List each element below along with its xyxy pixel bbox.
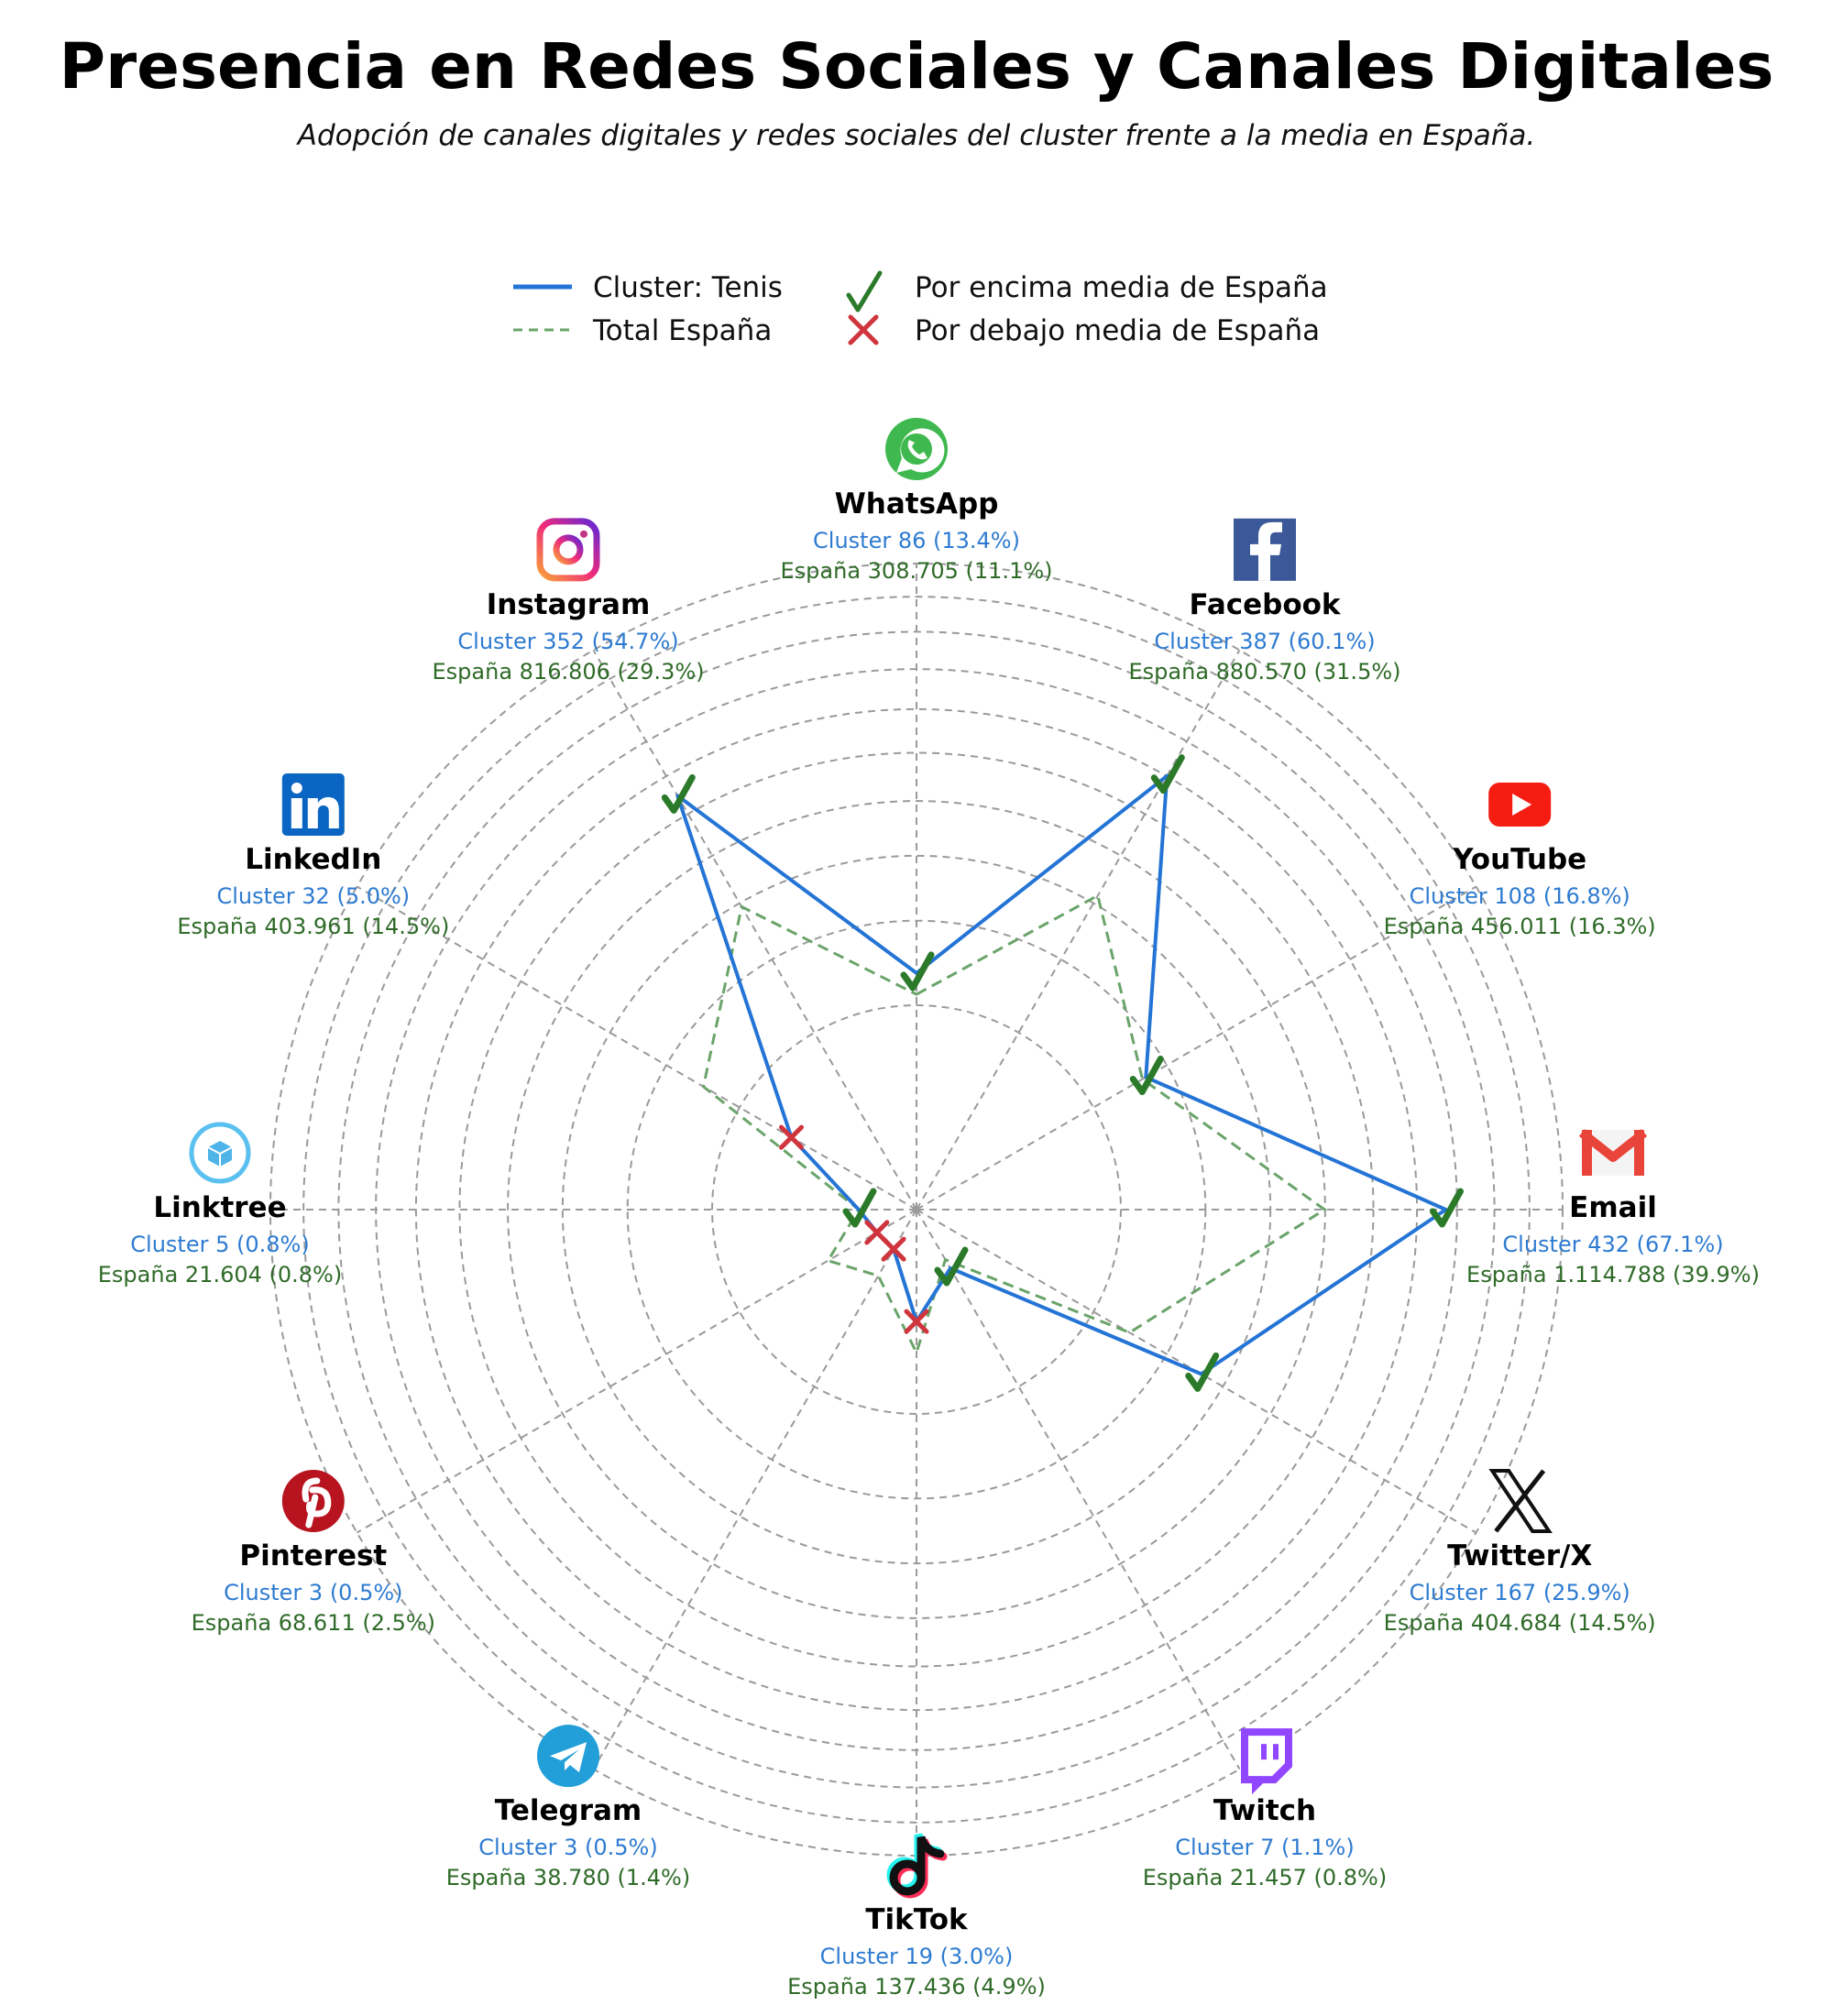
gmail-icon — [1582, 1130, 1644, 1176]
spain-value-label: España 403.961 (14.5%) — [177, 914, 450, 939]
cluster-value-label: Cluster 3 (0.5%) — [224, 1580, 403, 1605]
legend-above-icon — [849, 273, 880, 310]
category-name: Instagram — [486, 587, 651, 621]
telegram-icon — [537, 1725, 599, 1787]
cluster-value-label: Cluster 32 (5.0%) — [216, 883, 411, 909]
category-name: Pinterest — [239, 1539, 388, 1572]
legend — [513, 271, 1328, 347]
grid-spoke — [916, 650, 1240, 1210]
category-name: TikTok — [865, 1903, 968, 1936]
cluster-value-label: Cluster 7 (1.1%) — [1175, 1835, 1355, 1861]
category-label-group — [192, 1470, 435, 1636]
spain-value-label: España 21.604 (0.8%) — [97, 1262, 343, 1287]
facebook-icon — [1234, 519, 1296, 581]
twitch-icon — [1241, 1728, 1292, 1794]
chart-subtitle: Adopción de canales digitales y redes sociales del cluster frente a la media en España. — [297, 119, 1536, 152]
youtube-icon — [1488, 783, 1551, 827]
spain-value-label: España 404.684 (14.5%) — [1383, 1610, 1656, 1636]
legend-spain-label: Total España — [593, 314, 773, 347]
category-label-group — [433, 521, 705, 685]
cluster-value-label: Cluster 432 (67.1%) — [1502, 1232, 1724, 1257]
spain-value-label: España 38.780 (1.4%) — [445, 1865, 691, 1891]
grid-spoke — [916, 1210, 1240, 1769]
category-name: LinkedIn — [245, 843, 382, 876]
spain-value-label: España 308.705 (11.1%) — [780, 558, 1053, 584]
category-label-group — [781, 418, 1053, 584]
category-name: Email — [1569, 1191, 1657, 1224]
instagram-icon — [540, 521, 597, 578]
cluster-value-label: Cluster 3 (0.5%) — [478, 1835, 658, 1861]
cluster-value-label: Cluster 5 (0.8%) — [130, 1232, 310, 1257]
linkedin-icon — [282, 773, 345, 836]
grid-spoke — [594, 650, 917, 1210]
marker-above — [846, 1191, 873, 1224]
legend-above-label: Por encima media de España — [915, 271, 1328, 304]
series-spain — [704, 895, 1325, 1353]
legend-cluster-label: Cluster: Tenis — [593, 271, 783, 304]
legend-below-label: Por debajo media de España — [915, 314, 1321, 347]
pinterest-icon — [282, 1470, 345, 1532]
category-name: Facebook — [1189, 587, 1341, 621]
spain-value-label: España 880.570 (31.5%) — [1128, 658, 1401, 685]
radar-grid — [270, 564, 1563, 1856]
legend-below-icon — [851, 317, 876, 343]
cluster-value-label: Cluster 387 (60.1%) — [1154, 628, 1376, 654]
category-label-group — [98, 1124, 342, 1287]
tiktok-icon — [891, 1835, 943, 1894]
category-label-group — [446, 1725, 690, 1890]
category-name: WhatsApp — [834, 488, 999, 520]
cluster-value-label: Cluster 86 (13.4%) — [813, 528, 1020, 553]
cluster-value-label: Cluster 108 (16.8%) — [1409, 883, 1630, 909]
spain-value-label: España 137.436 (4.9%) — [787, 1974, 1046, 2000]
marker-below — [867, 1222, 887, 1243]
cluster-value-label: Cluster 167 (25.9%) — [1409, 1580, 1630, 1605]
category-label-group — [177, 773, 449, 939]
spain-value-label: España 456.011 (16.3%) — [1383, 914, 1656, 939]
spain-value-label: España 816.806 (29.3%) — [432, 658, 705, 685]
cluster-value-label: Cluster 19 (3.0%) — [819, 1944, 1014, 1969]
category-label-group — [1143, 1728, 1387, 1890]
radar-series — [677, 776, 1445, 1375]
marker-below — [781, 1127, 801, 1147]
series-cluster — [677, 776, 1445, 1375]
x-icon — [1492, 1471, 1549, 1531]
category-label-group — [1129, 519, 1401, 685]
category-name: YouTube — [1453, 843, 1587, 876]
spain-value-label: España 1.114.788 (39.9%) — [1466, 1262, 1760, 1287]
grid-spoke — [357, 1210, 916, 1533]
chart-title: Presencia en Redes Sociales y Canales Digitales — [59, 30, 1774, 104]
spain-value-label: España 21.457 (0.8%) — [1142, 1865, 1388, 1891]
category-name: Telegram — [494, 1794, 642, 1828]
linktree-icon — [192, 1124, 248, 1181]
category-name: Twitch — [1213, 1794, 1317, 1828]
spain-value-label: España 68.611 (2.5%) — [191, 1610, 436, 1636]
whatsapp-icon — [885, 418, 948, 480]
category-name: Linktree — [153, 1191, 287, 1224]
category-label-group — [787, 1835, 1046, 2000]
category-name: Twitter/X — [1447, 1539, 1593, 1572]
category-label-group — [1384, 783, 1656, 939]
cluster-value-label: Cluster 352 (54.7%) — [457, 628, 679, 654]
grid-spoke — [594, 1210, 917, 1769]
